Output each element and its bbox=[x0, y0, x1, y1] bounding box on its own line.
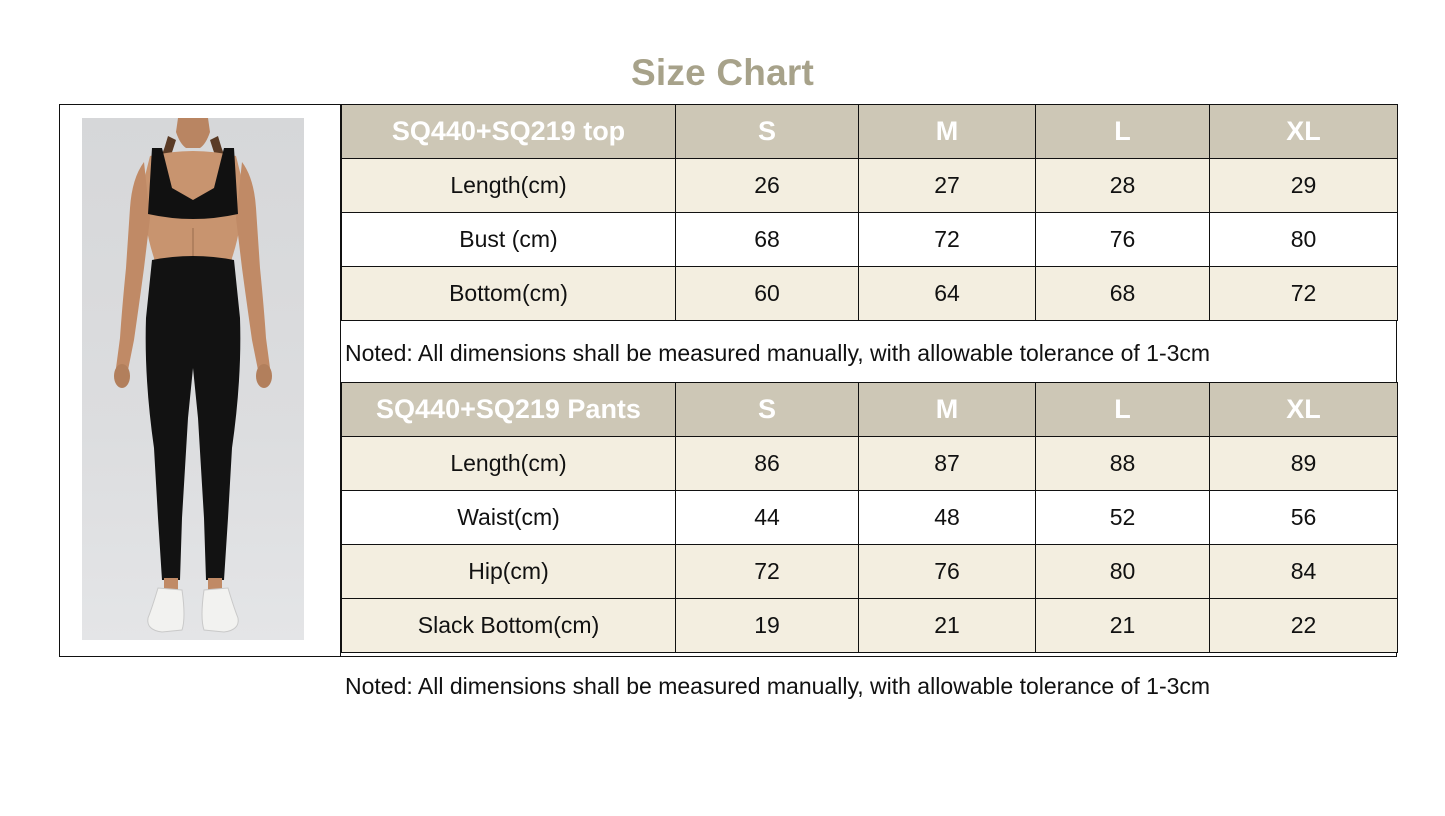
pants-size-table bbox=[341, 382, 1398, 653]
table-cell: 80 bbox=[1036, 545, 1210, 599]
table-cell: 56 bbox=[1210, 491, 1398, 545]
table-row bbox=[342, 213, 1398, 267]
row-label: Bust (cm) bbox=[342, 213, 676, 267]
table-cell: 22 bbox=[1210, 599, 1398, 653]
model-figure-icon bbox=[82, 118, 304, 640]
table-cell: 21 bbox=[859, 599, 1036, 653]
table-cell: 28 bbox=[1036, 159, 1210, 213]
table-cell: 48 bbox=[859, 491, 1036, 545]
table-row bbox=[342, 491, 1398, 545]
table-cell: 89 bbox=[1210, 437, 1398, 491]
table-row bbox=[342, 159, 1398, 213]
header-cell-xl: XL bbox=[1210, 383, 1398, 437]
header-cell-s: S bbox=[676, 383, 859, 437]
table-cell: 72 bbox=[859, 213, 1036, 267]
table-row bbox=[342, 599, 1398, 653]
top-size-table bbox=[341, 104, 1398, 321]
table-cell: 87 bbox=[859, 437, 1036, 491]
table-cell: 72 bbox=[1210, 267, 1398, 321]
header-cell-xl: XL bbox=[1210, 105, 1398, 159]
table-cell: 64 bbox=[859, 267, 1036, 321]
row-label: Bottom(cm) bbox=[342, 267, 676, 321]
header-cell-s: S bbox=[676, 105, 859, 159]
table-cell: 29 bbox=[1210, 159, 1398, 213]
table-row bbox=[342, 267, 1398, 321]
table-cell: 26 bbox=[676, 159, 859, 213]
table-cell: 27 bbox=[859, 159, 1036, 213]
tolerance-note: Noted: All dimensions shall be measured manually, with allowable tolerance of 1-3cm bbox=[345, 673, 1211, 699]
header-cell-l: L bbox=[1036, 105, 1210, 159]
table-cell: 72 bbox=[676, 545, 859, 599]
table-cell: 68 bbox=[676, 213, 859, 267]
table-cell: 68 bbox=[1036, 267, 1210, 321]
table-cell: 60 bbox=[676, 267, 859, 321]
row-label: Length(cm) bbox=[342, 437, 676, 491]
page-title: Size Chart bbox=[631, 52, 814, 93]
table-cell: 21 bbox=[1036, 599, 1210, 653]
table-cell: 88 bbox=[1036, 437, 1210, 491]
table-header-row bbox=[342, 105, 1398, 159]
table-row bbox=[342, 437, 1398, 491]
table-header-row bbox=[342, 383, 1398, 437]
header-cell-product: SQ440+SQ219 Pants bbox=[342, 383, 676, 437]
table-cell: 52 bbox=[1036, 491, 1210, 545]
header-cell-m: M bbox=[859, 105, 1036, 159]
row-label: Hip(cm) bbox=[342, 545, 676, 599]
table-cell: 86 bbox=[676, 437, 859, 491]
row-label: Length(cm) bbox=[342, 159, 676, 213]
tolerance-note: Noted: All dimensions shall be measured manually, with allowable tolerance of 1-3cm bbox=[345, 340, 1211, 366]
table-cell: 44 bbox=[676, 491, 859, 545]
table-cell: 80 bbox=[1210, 213, 1398, 267]
table-row bbox=[342, 545, 1398, 599]
row-label: Waist(cm) bbox=[342, 491, 676, 545]
table-cell: 76 bbox=[859, 545, 1036, 599]
table-cell: 84 bbox=[1210, 545, 1398, 599]
header-cell-l: L bbox=[1036, 383, 1210, 437]
header-cell-product: SQ440+SQ219 top bbox=[342, 105, 676, 159]
table-cell: 19 bbox=[676, 599, 859, 653]
table-cell: 76 bbox=[1036, 213, 1210, 267]
row-label: Slack Bottom(cm) bbox=[342, 599, 676, 653]
model-photo bbox=[82, 118, 304, 640]
header-cell-m: M bbox=[859, 383, 1036, 437]
